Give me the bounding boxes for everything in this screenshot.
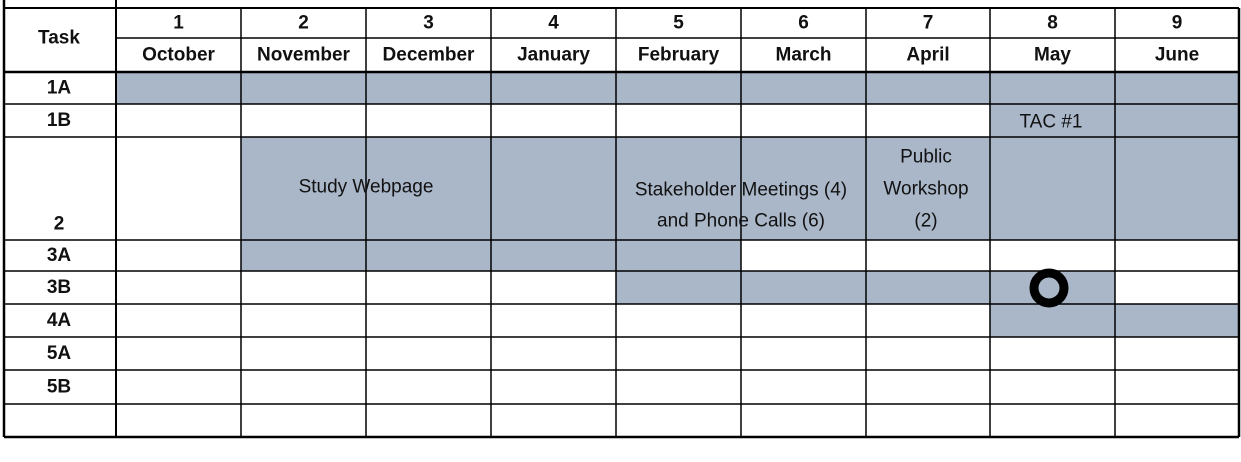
bar-3b-month-7: [866, 271, 990, 304]
task-column-header: Task: [38, 27, 80, 49]
workshop-label-line2: Workshop: [883, 178, 969, 200]
bar-3a-month-3: [366, 240, 491, 271]
period-number: 9: [1171, 12, 1183, 34]
month-name: October: [142, 44, 215, 66]
month-name: January: [517, 44, 590, 66]
task-label: 3B: [46, 277, 72, 298]
task-label: 5A: [46, 343, 72, 364]
month-name: November: [257, 44, 350, 66]
task-label: 5B: [46, 376, 72, 398]
month-name: May: [1034, 44, 1071, 66]
bar-1a-month-5: [616, 72, 741, 104]
bar-1a-month-8: [990, 72, 1115, 104]
period-numbers: [173, 13, 1182, 34]
stakeholder-label-line2: and Phone Calls (6): [657, 210, 825, 232]
bar-1a-month-1: [116, 72, 241, 104]
period-number: 4: [548, 12, 559, 34]
task-labels: [47, 78, 72, 398]
month-name: December: [382, 44, 475, 66]
period-number: 7: [922, 12, 934, 34]
stakeholder-label-line1: Stakeholder Meetings (4): [634, 179, 848, 201]
bar-3a-month-2: [241, 240, 366, 271]
workshop-label-line3: (2): [914, 210, 938, 232]
workshop-label-line1: Public: [900, 146, 952, 168]
bar-3b-month-6: [741, 271, 866, 304]
period-number: 2: [298, 12, 309, 34]
bar-2-month-4: [491, 137, 616, 240]
bar-3a-month-4: [491, 240, 616, 271]
bar-2-month-8: [990, 137, 1115, 240]
bar-1a-month-7: [866, 72, 990, 104]
task-label: 2: [53, 213, 65, 235]
period-number: 6: [798, 12, 809, 34]
bar-1a-month-3: [366, 72, 491, 104]
month-name: April: [906, 44, 950, 66]
bar-3a-month-5: [616, 240, 741, 271]
month-name: March: [775, 44, 832, 66]
bar-4a-month-9: [1115, 304, 1239, 337]
task-label: 1A: [46, 77, 72, 99]
period-number: 3: [423, 12, 434, 34]
bar-1a-month-9: [1115, 72, 1239, 104]
bar-1b-month-9: [1115, 104, 1239, 137]
month-name: June: [1154, 44, 1200, 66]
bar-2-month-9: [1115, 137, 1239, 240]
period-number: 5: [673, 12, 684, 34]
task-label: 3A: [46, 245, 72, 266]
task-label: 1B: [46, 110, 72, 131]
month-names: [142, 45, 1199, 66]
bar-1a-month-6: [741, 72, 866, 104]
period-number: 1: [173, 12, 184, 34]
bar-3b-month-5: [616, 271, 741, 304]
period-number: 8: [1047, 12, 1058, 34]
study-webpage-label: Study Webpage: [298, 176, 434, 198]
tac-label: TAC #1: [1019, 111, 1083, 133]
task-label: 4A: [46, 310, 72, 331]
bar-1a-month-2: [241, 72, 366, 104]
bar-4a-month-8: [990, 304, 1115, 337]
bar-1a-month-4: [491, 72, 616, 104]
month-name: February: [637, 44, 720, 66]
